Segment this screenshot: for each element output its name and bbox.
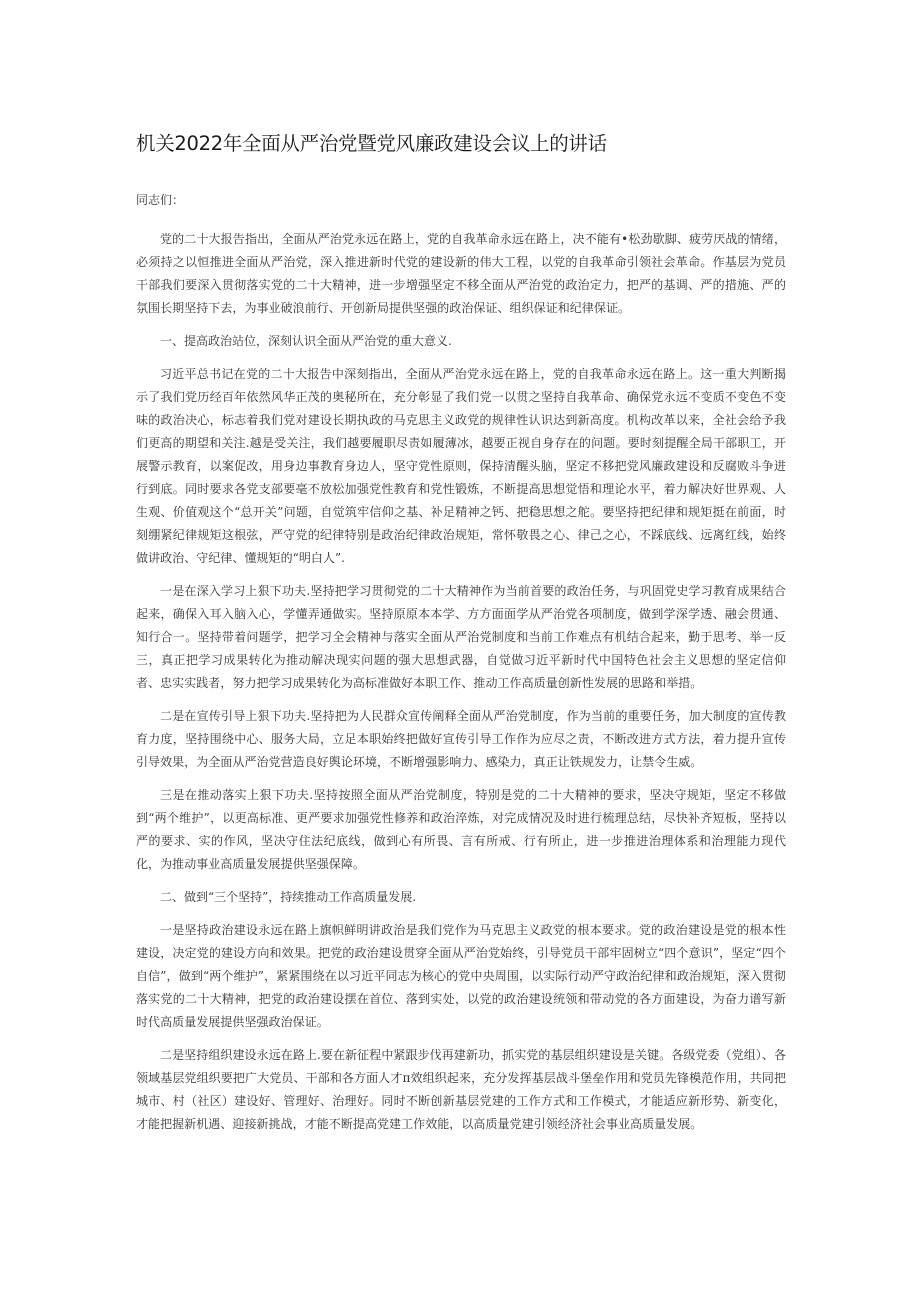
paragraph-point-1: 一是在深入学习上狠下功夫.坚持把学习贯彻党的二十大精神作为当前首要的政治任务，与巩固党史学习教育成果结合起来，确保入耳入脑入心，学懂弄通做实。坚持原原本本学、方方面面学从严治党各项制度，做到学深学透、融会贯通、知行合一。坚持带着问题学，把学习全会精神与落实全面从严治党制度和当前工作难点有机结合起来，勤于思考、举一反三，真正把学习成果转化为推动解决现实问题的强大思想武器，自觉做习近平新时代中国特色社会主义思想的坚定信仰者、忠实实践者，努力把学习成果转化为高标准做好本职工作、推动工作高质量创新性发展的思路和举措。 [136,584,786,690]
salutation: 同志们： [136,193,185,207]
document-page [136,128,786,1146]
paragraph-intro: 党的二十大报告指出，全面从严治党永远在路上，党的自我革命永远在路上，决不能有•松劲歇脚、疲劳厌战的情绪，必须持之以恒推进全面从严治党，深入推进新时代党的建设新的伟大工程，以党的自我革命引领社会革命。作基层为党员干部我们要深入贯彻落实党的二十大精神，进一步增强坚定不移全面从严治党的政治定力，把严的基调、严的措施、严的氛围长期坚持下去，为事业破浪前行、开创新局提供坚强的政治保证、组织保证和纪律保证。 [136,232,786,315]
section-heading-2: 二、做到“三个坚持”，持续推动工作高质量发展. [160,890,417,904]
paragraph-section-2-point-1: 一是坚持政治建设永远在路上旗帜鲜明讲政治是我们党作为马克思主义政党的根本要求。党的政治建设是党的根本性建设，决定党的建设方向和效果。把党的政治建设贯穿全面从严治党始终，引导党员干部牢固树立“四个意识”，坚定“四个自信”，做到“两个维护”，紧紧围绕在以习近平同志为核心的党中央周围，以实际行动严守政治纪律和政治规矩，深入贯彻落实党的二十大精神，把党的政治建设摆在首位、落到实处，以党的政治建设统领和带动党的各方面建设，为奋力谱写新时代高质量发展提供坚强政治保证。 [136,923,786,1029]
section-heading-1: 一、提高政治站位，深刻认识全面从严治党的重大意义. [160,334,452,348]
document-title: 机关2022年全面从严治党暨党风廉政建设会议上的讲话 [136,132,607,155]
paragraph-point-2: 二是在宣传引导上狠下功夫.坚持把为人民群众宣传阐释全面从严治党制度，作为当前的重要任务，加大制度的宣传教育力度，坚持围绕中心、服务大局，立足本职始终把做好宣传引导工作作为应尽之责，不断改进方式方法，着力提升宣传引导效果，为全面从严治党营造良好舆论环境，不断增强影响力、感染力，真正让铁规发力，让禁令生威。 [136,709,786,769]
paragraph-section-1-body: 习近平总书记在党的二十大报告中深刻指出，全面从严治党永远在路上，党的自我革命永远在路上。这一重大判断揭示了我们党历经百年依然风华正茂的奥秘所在，充分彰显了我们党一以贯之坚持自我革命、确保党永远不变质不变色不变味的政治决心，标志着我们党对建设长期执政的马克思主义政党的规律性认识达到新高度。机构改革以来，全社会给予我们更高的期望和关注.越是受关注，我们越要履职尽责如履薄冰，越要正视自身存在的问题。要时刻提醒全局干部职工，开展警示教育，以案促改，用身边事教育身边人，坚守党性原则，保持清醒头脑，坚定不移把党风廉政建设和反腐败斗争进行到底。同时要求各党支部要毫不放松加强党性教育和党性锻炼，不断提高思想觉悟和理论水平，着力解决好世界观、人生观、价值观这个“总开关”问题，自觉筑牢信仰之基、补足精神之钙、把稳思想之舵。要坚持把纪律和规矩挺在前面，时刻绷紧纪律规矩这根弦，严守党的纪律特别是政治纪律政治规矩，常怀敬畏之心、律己之心，不踩底线、远离红线，始终做讲政治、守纪律、懂规矩的“明白人”. [136,367,786,565]
paragraph-section-2-point-2: 二是坚持组织建设永远在路上.要在新征程中紧跟步伐再建新功，抓实党的基层组织建设是关键。各级党委（党组）、各领域基层党组织要把广大党员、干部和各方面人才π效组织起来，充分发挥基层战斗堡垒作用和党员先锋模范作用，共同把城市、村（社区）建设好、管理好、治理好。同时不断创新基层党建的工作方式和工作模式，才能适应新形势、新变化，才能把握新机遇、迎接新挑战，才能不断提高党建工作效能，以高质量党建引领经济社会事业高质量发展。 [136,1048,786,1131]
paragraph-point-3: 三是在推动落实上狠下功夫.坚持按照全面从严治党制度，特别是党的二十大精神的要求，坚决守规矩，坚定不移做到“两个维护”，以更高标准、更严要求加强党性修养和政治淬炼，对完成情况及时进行梳理总结，尽快补齐短板，坚持以严的要求、实的作风，坚决守住法纪底线，做到心有所畏、言有所戒、行有所止，进一步推进治理体系和治理能力现代化，为推动事业高质量发展提供坚强保障。 [136,788,786,871]
